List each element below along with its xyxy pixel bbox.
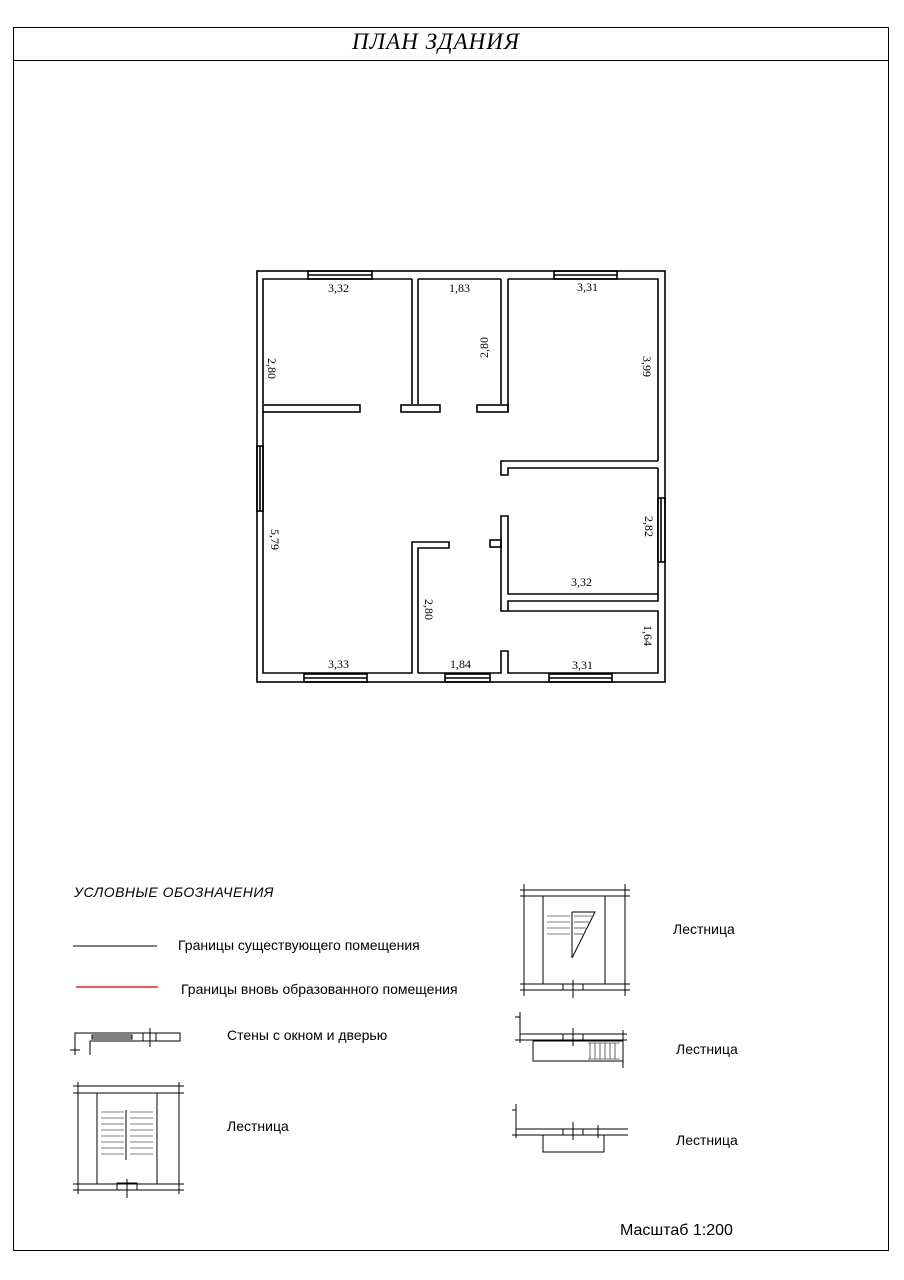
stair-symbol-4 (512, 1104, 628, 1152)
room-wall (263, 412, 449, 673)
dim-label: 2,80 (422, 599, 436, 620)
stair-symbol-1 (73, 1082, 184, 1198)
dim-label: 3,31 (572, 658, 593, 672)
legend-stair-label-1: Лестница (227, 1118, 289, 1134)
dim-label: 2,80 (265, 358, 279, 379)
dim-label: 3,33 (328, 657, 349, 671)
stair-symbol-2 (520, 884, 630, 998)
floor-plan (257, 271, 665, 682)
wall-window-door-symbol (70, 1028, 180, 1055)
legend-stair-label-3: Лестница (676, 1041, 738, 1057)
dim-label: 2,80 (477, 337, 491, 358)
dim-label: 5,79 (268, 529, 282, 550)
dim-label: 1,83 (449, 281, 470, 295)
scale-label: Масштаб 1:200 (620, 1222, 733, 1239)
room-wall (501, 468, 658, 611)
legend-stair-label-4: Лестница (676, 1132, 738, 1148)
page-title: ПЛАН ЗДАНИЯ (351, 29, 520, 54)
dim-label: 3,31 (577, 280, 598, 294)
dim-label: 3,32 (328, 281, 349, 295)
dim-label: 3,32 (571, 575, 592, 589)
partition (477, 405, 508, 412)
room-wall (263, 279, 412, 404)
legend-existing-label: Границы существующего помещения (178, 937, 420, 953)
dim-label: 3,99 (640, 356, 654, 377)
dim-label: 1,64 (641, 625, 655, 646)
dim-label: 2,82 (642, 516, 656, 537)
legend-new-label: Границы вновь образованного помещения (181, 981, 458, 997)
legend-walls-label: Стены с окном и дверью (227, 1027, 388, 1043)
partition (401, 405, 440, 412)
room-wall (508, 279, 658, 461)
dimension-labels (265, 280, 656, 672)
legend-stair-label-2: Лестница (673, 921, 735, 937)
partition (263, 405, 360, 412)
legend-title: УСЛОВНЫЕ ОБОЗНАЧЕНИЯ (74, 884, 274, 900)
outer-wall (257, 271, 665, 682)
dim-label: 1,84 (450, 657, 471, 671)
partition (501, 461, 658, 475)
partition (490, 540, 501, 547)
stair-symbol-3 (515, 1012, 627, 1068)
